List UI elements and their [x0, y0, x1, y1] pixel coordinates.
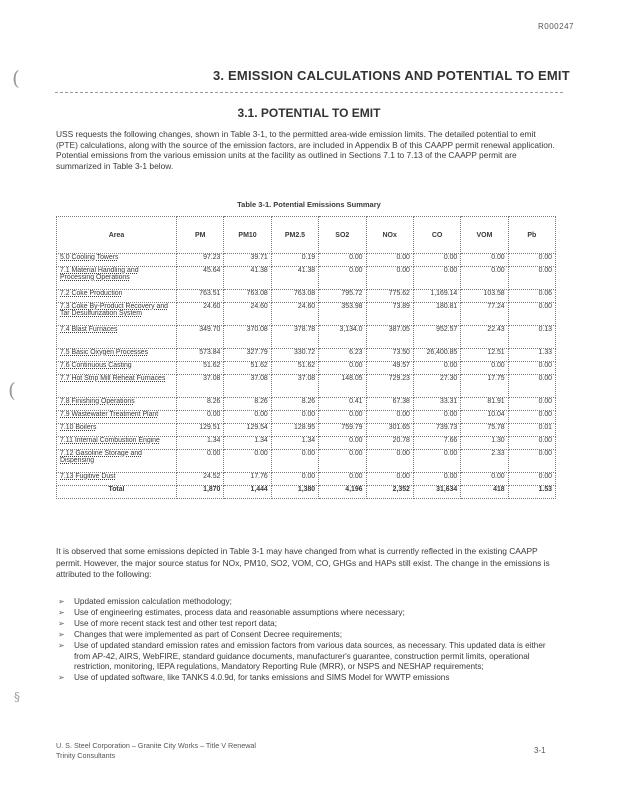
- table-header-row: [57, 217, 556, 254]
- row-value: 6.23: [319, 349, 366, 362]
- row-value: 0.00: [413, 450, 460, 473]
- list-item-text: Updated emission calculation methodology;: [74, 597, 232, 606]
- row-value: 8.26: [224, 398, 271, 411]
- table-row: [57, 326, 556, 349]
- row-area: 7.4 Blast Furnaces: [57, 326, 177, 349]
- row-area: 7.6 Continuous Casting: [57, 362, 177, 375]
- list-item-text: Use of engineering estimates, process data and reasonable assumptions where necessary;: [74, 607, 405, 617]
- row-value: 0.00: [319, 254, 366, 267]
- row-area: 7.5 Basic Oxygen Processes: [57, 349, 177, 362]
- header-pm10: PM10: [224, 217, 271, 254]
- row-value: 0.00: [413, 267, 460, 290]
- total-value: 1,870: [177, 486, 224, 499]
- row-value: 0.00: [413, 254, 460, 267]
- table-row: [57, 303, 556, 326]
- row-value: 0.00: [319, 450, 366, 473]
- chapter-title: 3. EMISSION CALCULATIONS AND POTENTIAL TO EMIT: [213, 68, 570, 83]
- row-value: 0.00: [319, 362, 366, 375]
- row-value: 0.00: [413, 473, 460, 486]
- row-value: 349.70: [177, 326, 224, 349]
- row-value: 24.60: [224, 303, 271, 326]
- row-value: 763.51: [177, 290, 224, 303]
- row-value: 0.41: [319, 398, 366, 411]
- observation-paragraph: It is observed that some emissions depicted in Table 3-1 may have changed from what is currently reflected in the existing CAAPP permit. However, the major source status for NOx, PM10, SO2, VOM, CO, GHGs and HAPs still exist. The change in the emissions is attributed to the following:: [56, 546, 550, 580]
- row-value: 0.00: [319, 411, 366, 424]
- row-value: 0.00: [508, 411, 555, 424]
- row-value: 51.62: [271, 362, 318, 375]
- table-row: [57, 424, 556, 437]
- list-item: [56, 597, 556, 608]
- row-area: 7.11 Internal Combustion Engine: [57, 437, 177, 450]
- row-value: 0.00: [366, 254, 413, 267]
- row-value: 97.23: [177, 254, 224, 267]
- row-area: 7.1 Material Handling and Processing Operations: [57, 267, 177, 290]
- header-nox: NOx: [366, 217, 413, 254]
- row-area: 7.9 Wastewater Treatment Plant: [57, 411, 177, 424]
- row-value: 0.00: [413, 362, 460, 375]
- row-value: 20.78: [366, 437, 413, 450]
- row-value: 0.00: [461, 254, 508, 267]
- header-rule: [55, 92, 563, 93]
- row-value: 24.60: [271, 303, 318, 326]
- row-value: 353.98: [319, 303, 366, 326]
- emissions-table: [56, 216, 556, 499]
- row-value: 729.23: [366, 375, 413, 398]
- header-co: CO: [413, 217, 460, 254]
- row-value: 73.50: [366, 349, 413, 362]
- table-row: [57, 267, 556, 290]
- list-item: [56, 608, 556, 619]
- row-value: 45.64: [177, 267, 224, 290]
- row-value: 3,134.0: [319, 326, 366, 349]
- section-title: 3.1. POTENTIAL TO EMIT: [237, 106, 381, 120]
- row-value: 8.26: [271, 398, 318, 411]
- row-value: 129.51: [177, 424, 224, 437]
- row-area: 7.3 Coke By-Product Recovery and Tar Desulfurization System: [57, 303, 177, 326]
- row-value: 0.00: [508, 303, 555, 326]
- row-value: 0.00: [508, 375, 555, 398]
- list-item: [56, 673, 556, 684]
- row-value: 51.62: [177, 362, 224, 375]
- row-value: 0.00: [461, 473, 508, 486]
- row-value: 77.24: [461, 303, 508, 326]
- row-value: 952.57: [413, 326, 460, 349]
- punch-hole-mark: (: [8, 378, 16, 402]
- arrow-bullet-icon: ➢: [58, 629, 65, 639]
- row-value: 17.75: [461, 375, 508, 398]
- row-value: 7.66: [413, 437, 460, 450]
- row-value: 0.00: [224, 411, 271, 424]
- row-value: 0.00: [461, 267, 508, 290]
- row-area: 7.7 Hot Strip Mill Reheat Furnaces: [57, 375, 177, 398]
- row-area: 7.8 Finishing Operations: [57, 398, 177, 411]
- table-row: [57, 437, 556, 450]
- arrow-bullet-icon: ➢: [58, 597, 65, 606]
- arrow-bullet-icon: ➢: [58, 640, 65, 650]
- table-row: [57, 411, 556, 424]
- row-value: 0.00: [508, 362, 555, 375]
- row-value: 73.89: [366, 303, 413, 326]
- row-value: 2.33: [461, 450, 508, 473]
- table-caption: Table 3-1. Potential Emissions Summary: [237, 200, 381, 209]
- row-area: 7.12 Gasoline Storage and Dispensing: [57, 450, 177, 473]
- row-value: 41.38: [271, 267, 318, 290]
- row-value: 75.78: [461, 424, 508, 437]
- total-value: 1.53: [508, 486, 555, 499]
- row-value: 148.05: [319, 375, 366, 398]
- total-value: 2,352: [366, 486, 413, 499]
- list-item: [56, 641, 556, 674]
- total-value: 1,444: [224, 486, 271, 499]
- table-row: [57, 450, 556, 473]
- header-vom: VOM: [461, 217, 508, 254]
- margin-mark: §: [14, 690, 20, 704]
- total-row: [57, 486, 556, 499]
- row-value: 759.79: [319, 424, 366, 437]
- row-value: 0.19: [271, 254, 318, 267]
- row-value: 387.05: [366, 326, 413, 349]
- page-number: 3-1: [534, 746, 546, 755]
- row-value: 763.08: [271, 290, 318, 303]
- total-value: 4,196: [319, 486, 366, 499]
- row-value: 1.34: [177, 437, 224, 450]
- total-value: 1,380: [271, 486, 318, 499]
- list-item-text: Use of updated standard emission rates and emission factors from various data sources, as necessary. This updated data is either from AP-42, AIRS, WebFIRE, standard guidance documents, manufacturer's guarantee, construction permit limits, operational restriction, monitoring, IEPA regulations, Mandatory Reporting Rule (MRR), or NSPS and NESHAP requirements;: [74, 640, 546, 672]
- row-value: 0.00: [366, 450, 413, 473]
- row-value: 0.06: [508, 290, 555, 303]
- row-value: 0.00: [319, 437, 366, 450]
- row-value: 0.00: [508, 437, 555, 450]
- table-row: [57, 375, 556, 398]
- row-value: 49.57: [366, 362, 413, 375]
- row-value: 1,169.14: [413, 290, 460, 303]
- punch-hole-mark: (: [12, 66, 20, 90]
- row-value: 0.00: [366, 473, 413, 486]
- row-value: 81.91: [461, 398, 508, 411]
- row-value: 22.43: [461, 326, 508, 349]
- row-value: 0.00: [366, 267, 413, 290]
- row-area: 5.0 Cooling Towers: [57, 254, 177, 267]
- row-value: 51.62: [224, 362, 271, 375]
- table-row: [57, 362, 556, 375]
- document-code: R000247: [538, 22, 574, 31]
- row-value: 27.30: [413, 375, 460, 398]
- list-item-text: Changes that were implemented as part of Consent Decree requirements;: [74, 629, 343, 639]
- row-value: 0.00: [271, 473, 318, 486]
- table-row: [57, 254, 556, 267]
- row-value: 0.00: [224, 450, 271, 473]
- table-row: [57, 290, 556, 303]
- row-value: 180.81: [413, 303, 460, 326]
- row-value: 8.26: [177, 398, 224, 411]
- arrow-bullet-icon: ➢: [58, 607, 65, 617]
- row-value: 1.34: [271, 437, 318, 450]
- row-value: 775.62: [366, 290, 413, 303]
- row-value: 0.00: [508, 398, 555, 411]
- row-value: 0.00: [271, 411, 318, 424]
- row-value: 17.76: [224, 473, 271, 486]
- row-value: 33.31: [413, 398, 460, 411]
- row-value: 12.51: [461, 349, 508, 362]
- total-label: Total: [57, 486, 177, 499]
- row-value: 763.08: [224, 290, 271, 303]
- row-area: 7.2 Coke Production: [57, 290, 177, 303]
- row-value: 1.33: [508, 349, 555, 362]
- header-so2: SO2: [319, 217, 366, 254]
- row-value: 0.00: [319, 473, 366, 486]
- row-value: 37.08: [271, 375, 318, 398]
- row-value: 0.00: [508, 254, 555, 267]
- row-value: 0.00: [508, 450, 555, 473]
- row-value: 0.00: [271, 450, 318, 473]
- header-pb: Pb: [508, 217, 555, 254]
- row-value: 0.13: [508, 326, 555, 349]
- row-value: 67.38: [366, 398, 413, 411]
- change-reasons-list: [56, 597, 556, 684]
- row-value: 795.72: [319, 290, 366, 303]
- table-row: [57, 473, 556, 486]
- total-value: 31,634: [413, 486, 460, 499]
- row-value: 0.00: [461, 362, 508, 375]
- arrow-bullet-icon: ➢: [58, 673, 65, 683]
- row-value: 0.00: [319, 267, 366, 290]
- row-value: 128.95: [271, 424, 318, 437]
- row-value: 24.52: [177, 473, 224, 486]
- row-value: 301.65: [366, 424, 413, 437]
- row-value: 327.79: [224, 349, 271, 362]
- row-value: 37.08: [224, 375, 271, 398]
- row-value: 129.54: [224, 424, 271, 437]
- row-value: 103.58: [461, 290, 508, 303]
- header-pm25: PM2.5: [271, 217, 318, 254]
- row-value: 0.01: [508, 424, 555, 437]
- row-value: 24.60: [177, 303, 224, 326]
- row-value: 0.00: [177, 450, 224, 473]
- arrow-bullet-icon: ➢: [58, 618, 65, 628]
- row-area: 7.13 Fugitive Dust: [57, 473, 177, 486]
- footer-company: U. S. Steel Corporation – Granite City Works – Title V Renewal: [56, 741, 256, 750]
- row-value: 26,400.85: [413, 349, 460, 362]
- header-pm: PM: [177, 217, 224, 254]
- row-value: 1.34: [224, 437, 271, 450]
- list-item-text: Use of updated software, like TANKS 4.0.9d, for tanks emissions and SIMS Model for WWTP emissions: [74, 673, 450, 683]
- row-value: 37.08: [177, 375, 224, 398]
- table-row: [57, 398, 556, 411]
- row-value: 370.08: [224, 326, 271, 349]
- row-value: 1.30: [461, 437, 508, 450]
- row-value: 573.84: [177, 349, 224, 362]
- list-item: [56, 619, 556, 630]
- row-area: 7.10 Boilers: [57, 424, 177, 437]
- row-value: 739.73: [413, 424, 460, 437]
- footer-consultant: Trinity Consultants: [56, 751, 116, 760]
- row-value: 0.00: [413, 411, 460, 424]
- table-row: [57, 349, 556, 362]
- row-value: 0.00: [366, 411, 413, 424]
- footer-left: [56, 741, 256, 761]
- header-area: Area: [57, 217, 177, 254]
- row-value: 330.72: [271, 349, 318, 362]
- row-value: 0.00: [177, 411, 224, 424]
- row-value: 0.00: [508, 473, 555, 486]
- row-value: 41.38: [224, 267, 271, 290]
- row-value: 10.04: [461, 411, 508, 424]
- row-value: 39.71: [224, 254, 271, 267]
- intro-paragraph: USS requests the following changes, shown in Table 3-1, to the permitted area-wide emission limits. The detailed potential to emit (PTE) calculations, along with the source of the emission factors, are included in Appendix B of this CAAPP permit renewal application. Potential emissions from the various emission units at the facility as outlined in Sections 7.1 to 7.13 of the CAAPP permit are summarized in Table 3-1 below.: [56, 129, 555, 171]
- total-value: 418: [461, 486, 508, 499]
- list-item-text: Use of more recent stack test and other test report data;: [74, 618, 277, 628]
- row-value: 0.00: [508, 267, 555, 290]
- list-item: [56, 630, 556, 641]
- row-value: 378.78: [271, 326, 318, 349]
